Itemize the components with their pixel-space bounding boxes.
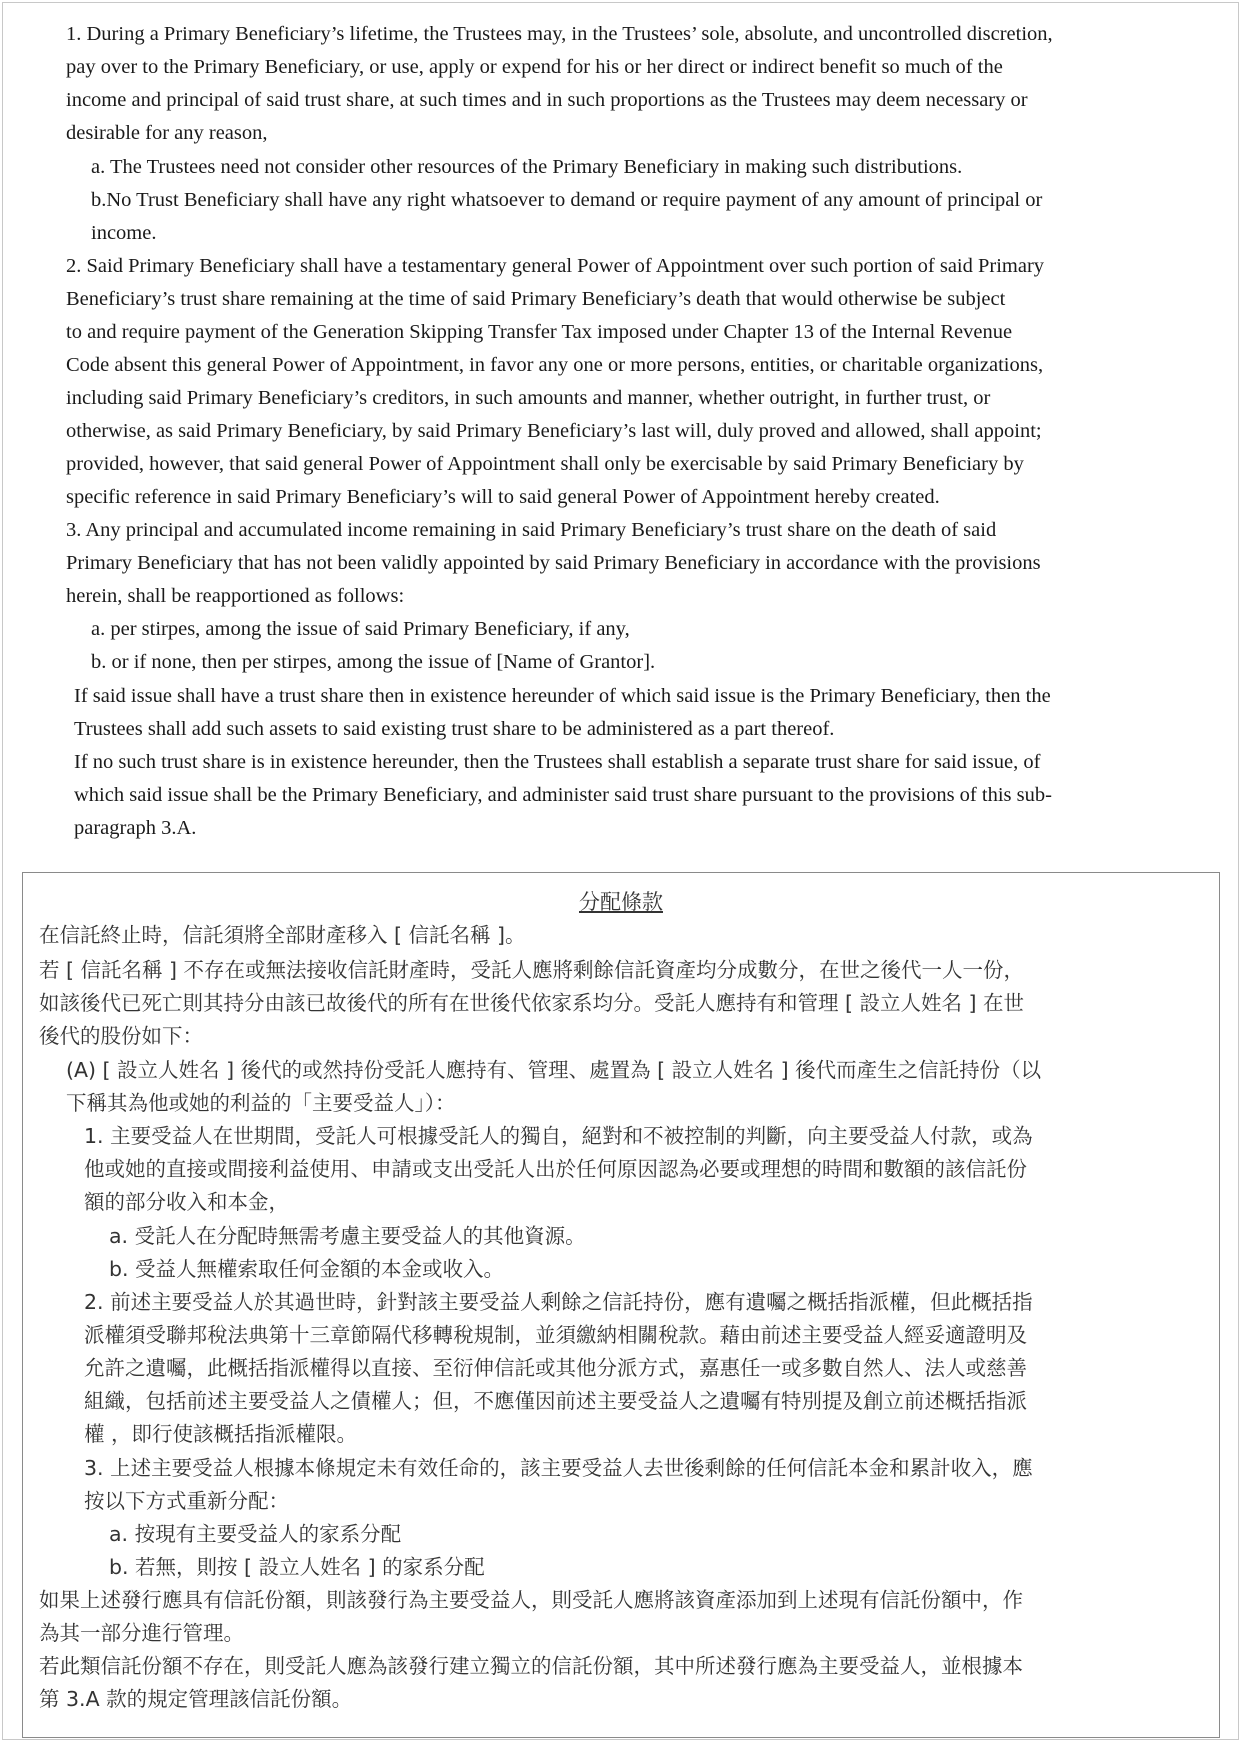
en-line: a. The Trustees need not consider other resources of the Primary Beneficiary in making such distributions.: [91, 156, 963, 178]
en-line: to and require payment of the Generation Skipping Transfer Tax imposed under Chapter 13 of the Internal Revenue: [66, 321, 1013, 343]
zh-line: 允許之遺囑，此概括指派權得以直接、至衍伸信託或其他分派方式，嘉惠任一或多數自然人、法人或慈善: [84, 1356, 1027, 1380]
zh-line: 權 ，即行使該概括指派權限。: [84, 1422, 358, 1446]
en-line: If no such trust share is in existence hereunder, then the Trustees shall establish a separate trust share for said issue, of: [74, 751, 1041, 773]
zh-line: 第 3.A 款的規定管理該信託份額。: [39, 1687, 353, 1711]
en-line: 1. During a Primary Beneficiary’s lifetime, the Trustees may, in the Trustees’ sole, absolute, and uncontrolled discretion,: [66, 23, 1053, 45]
en-line: Code absent this general Power of Appointment, in favor any one or more persons, entities, or charitable organizations,: [66, 354, 1044, 376]
zh-line: 後代的股份如下：: [39, 1024, 203, 1048]
en-line: 2. Said Primary Beneficiary shall have a testamentary general Power of Appointment over such portion of said Primary: [66, 255, 1045, 277]
en-line: otherwise, as said Primary Beneficiary, by said Primary Beneficiary’s last will, duly proved and allowed, shall appoint;: [66, 420, 1042, 442]
en-line: 3. Any principal and accumulated income remaining in said Primary Beneficiary’s trust share on the death of said: [66, 519, 997, 541]
en-line: If said issue shall have a trust share then in existence hereunder of which said issue is the Primary Beneficiary, then the: [74, 685, 1051, 707]
en-line: income and principal of said trust share, at such times and in such proportions as the Trustees may deem necessary or: [66, 89, 1028, 111]
zh-line: 為其一部分進行管理。: [39, 1621, 244, 1645]
distribution-clause-title: 分配條款: [579, 890, 663, 914]
zh-line: 若 [ 信託名稱 ] 不存在或無法接收信託財產時，受託人應將剩餘信託資產均分成數分，在世之後代一人一份，: [39, 958, 1025, 982]
zh-line: 3. 上述主要受益人根據本條規定未有效任命的，該主要受益人去世後剩餘的任何信託本金和累計收入，應: [84, 1456, 1033, 1480]
zh-line: 派權須受聯邦稅法典第十三章節隔代移轉稅規制，並須繳納相關稅款。藉由前述主要受益人經妥適證明及: [84, 1323, 1027, 1347]
zh-line: 如該後代已死亡則其持分由該已故後代的所有在世後代依家系均分。受託人應持有和管理 [ 設立人姓名 ] 在世: [39, 991, 1025, 1015]
zh-line: 下稱其為他或她的利益的「主要受益人」）：: [66, 1091, 456, 1115]
en-line: pay over to the Primary Beneficiary, or use, apply or expend for his or her direct or indirect benefit so much of the: [66, 56, 1003, 78]
en-line: which said issue shall be the Primary Beneficiary, and administer said trust share pursuant to the provisions of this sub-: [74, 784, 1052, 806]
zh-line: 1. 主要受益人在世期間，受託人可根據受託人的獨自，絕對和不被控制的判斷，向主要受益人付款，或為: [84, 1124, 1033, 1148]
zh-line: 在信託終止時，信託須將全部財產移入 [ 信託名稱 ]。: [39, 923, 526, 947]
zh-line: b. 受益人無權索取任何金額的本金或收入。: [109, 1257, 505, 1281]
zh-line: 組織，包括前述主要受益人之債權人；但，不應僅因前述主要受益人之遺囑有特別提及創立前述概括指派: [84, 1389, 1027, 1413]
zh-line: 2. 前述主要受益人於其過世時，針對該主要受益人剩餘之信託持份，應有遺囑之概括指派權，但此概括指: [84, 1290, 1033, 1314]
en-line: Trustees shall add such assets to said existing trust share to be administered as a part thereof.: [74, 718, 835, 740]
en-line: provided, however, that said general Power of Appointment shall only be exercisable by said Primary Beneficiary by: [66, 453, 1024, 475]
chinese-clauses-box: [22, 872, 1220, 1738]
zh-line: 如果上述發行應具有信託份額，則該發行為主要受益人，則受託人應將該資產添加到上述現有信託份額中，作: [39, 1588, 1023, 1612]
zh-line: (A) [ 設立人姓名 ] 後代的或然持份受託人應持有、管理、處置為 [ 設立人姓名 ] 後代而產生之信託持份（以: [66, 1058, 1042, 1082]
zh-line: a. 受託人在分配時無需考慮主要受益人的其他資源。: [109, 1224, 586, 1248]
en-line: Primary Beneficiary that has not been validly appointed by said Primary Beneficiary in accordance with the provisions: [66, 552, 1041, 574]
en-line: specific reference in said Primary Beneficiary’s will to said general Power of Appointment hereby created.: [66, 486, 940, 508]
en-line: b. or if none, then per stirpes, among the issue of [Name of Grantor].: [91, 651, 656, 673]
en-line: desirable for any reason,: [66, 122, 268, 144]
zh-line: 若此類信託份額不存在，則受託人應為該發行建立獨立的信託份額，其中所述發行應為主要受益人，並根據本: [39, 1654, 1023, 1678]
en-line: income.: [91, 222, 157, 244]
en-line: including said Primary Beneficiary’s creditors, in such amounts and manner, whether outright, in further trust, or: [66, 387, 991, 409]
zh-line: 他或她的直接或間接利益使用、申請或支出受託人出於任何原因認為必要或理想的時間和數額的該信託份: [84, 1157, 1027, 1181]
zh-line: 按以下方式重新分配：: [84, 1489, 289, 1513]
zh-line: a. 按現有主要受益人的家系分配: [109, 1522, 402, 1546]
en-line: herein, shall be reapportioned as follows:: [66, 585, 405, 607]
zh-line: 額的部分收入和本金，: [84, 1190, 289, 1214]
zh-line: b. 若無，則按 [ 設立人姓名 ] 的家系分配: [109, 1555, 485, 1579]
en-line: paragraph 3.A.: [74, 817, 197, 839]
en-line: a. per stirpes, among the issue of said Primary Beneficiary, if any,: [91, 618, 630, 640]
en-line: b.No Trust Beneficiary shall have any right whatsoever to demand or require payment of any amount of principal or: [91, 189, 1043, 211]
en-line: Beneficiary’s trust share remaining at the time of said Primary Beneficiary’s death that would otherwise be subject: [66, 288, 1006, 310]
